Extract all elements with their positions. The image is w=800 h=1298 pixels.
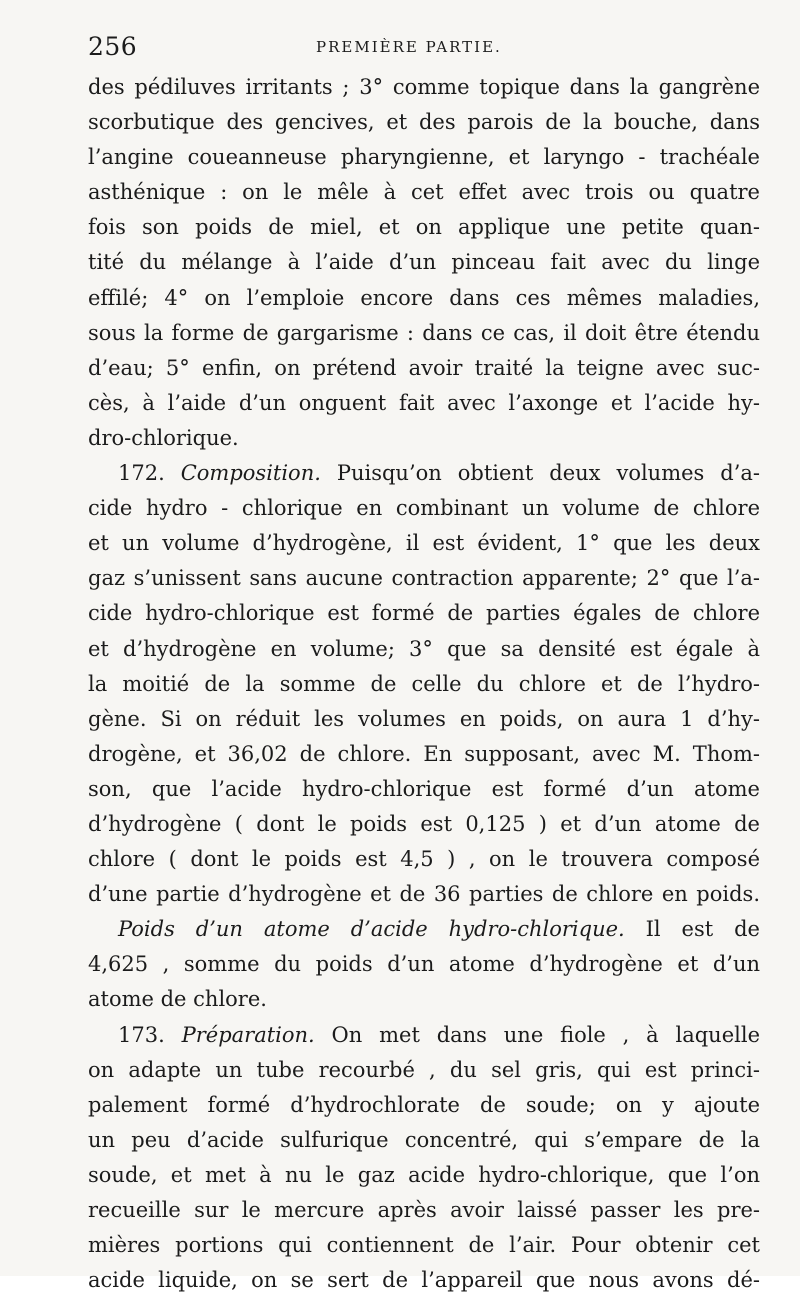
text-line: effilé; 4° on l’emploie encore dans ces mêmes maladies,: [88, 285, 760, 310]
text-line: son, que l’acide hydro-chlorique est formé d’un atome: [88, 776, 760, 801]
text-line: gène. Si on réduit les volumes en poids, on aura 1 d’hy-: [88, 706, 760, 731]
section-title-poids: Poids d’un atome d’acide hydro-chlorique.: [118, 917, 625, 942]
text-line: sous la forme de gargarisme : dans ce cas, il doit être étendu: [88, 320, 760, 345]
text-line: recueille sur le mercure après avoir laissé passer les pre-: [88, 1198, 760, 1222]
paragraph-172-first-line: [88, 456, 760, 491]
poids-first-line: [88, 912, 760, 947]
text-line: cide hydro-chlorique est formé de parties égales de chlore: [88, 601, 760, 626]
text-line: atome de chlore.: [88, 987, 267, 1012]
text-line: l’angine coueanneuse pharyngienne, et laryngo - trachéale: [88, 145, 760, 170]
text-line: gaz s’unissent sans aucune contraction apparente; 2° que l’a-: [88, 566, 760, 591]
section-title-composition: Composition.: [180, 461, 321, 486]
text-line: des pédiluves irritants ; 3° comme topique dans la gangrène: [88, 75, 760, 99]
text-line: fois son poids de miel, et on applique une petite quan-: [88, 215, 760, 240]
text-run: Il est de: [645, 917, 760, 942]
paragraph-173-first-line: [88, 1018, 760, 1053]
text-line: tité du mélange à l’aide d’un pinceau fait avec du linge: [88, 250, 760, 275]
text-line: acide liquide, on se sert de l’appareil que nous avons dé-: [88, 1268, 760, 1293]
section-title-preparation: Préparation.: [181, 1022, 315, 1047]
text-line: et d’hydrogène en volume; 3° que sa densité est égale à: [88, 636, 760, 661]
text-line: un peu d’acide sulfurique concentré, qui s’empare de la: [88, 1127, 760, 1152]
text-line: cide hydro - chlorique en combinant un volume de chlore: [88, 496, 760, 521]
running-head: PREMIÈRE PARTIE.: [316, 38, 502, 56]
text-line: chlore ( dont le poids est 4,5 ) , on le trouvera composé: [88, 847, 760, 872]
text-line: soude, et met à nu le gaz acide hydro-chlorique, que l’on: [88, 1162, 760, 1187]
text-run: Puisqu’on obtient deux volumes d’a-: [336, 461, 760, 486]
text-line: palement formé d’hydrochlorate de soude; on y ajoute: [88, 1092, 760, 1117]
page-number: 256: [88, 32, 138, 61]
page-header: [88, 28, 760, 62]
text-line: scorbutique des gencives, et des parois de la bouche, dans: [88, 110, 760, 135]
text-line: 4,625 , somme du poids d’un atome d’hydrogène et d’un: [88, 952, 760, 977]
text-line: d’hydrogène ( dont le poids est 0,125 ) et d’un atome de: [88, 811, 760, 836]
text-run: On met dans une fiole , à laquelle: [331, 1022, 760, 1047]
text-line: dro-chlorique.: [88, 425, 239, 450]
text-line: drogène, et 36,02 de chlore. En supposant, avec M. Thom-: [88, 741, 760, 766]
text-line: on adapte un tube recourbé , du sel gris, qui est princi-: [88, 1057, 760, 1082]
paragraph-number: 173.: [118, 1022, 165, 1047]
text-line: et un volume d’hydrogène, il est évident, 1° que les deux: [88, 531, 760, 556]
body-text: [88, 70, 760, 1298]
text-line: la moitié de la somme de celle du chlore et de l’hydro-: [88, 671, 760, 696]
text-line: asthénique : on le mêle à cet effet avec trois ou quatre: [88, 180, 760, 205]
text-line: mières portions qui contiennent de l’air. Pour obtenir cet: [88, 1233, 760, 1258]
text-line: d’eau; 5° enfin, on prétend avoir traité la teigne avec suc-: [88, 355, 760, 380]
paragraph-number: 172.: [118, 461, 165, 486]
text-line: d’une partie d’hydrogène et de 36 parties de chlore en poids.: [88, 882, 760, 907]
text-line: cès, à l’aide d’un onguent fait avec l’axonge et l’acide hy-: [88, 390, 760, 415]
